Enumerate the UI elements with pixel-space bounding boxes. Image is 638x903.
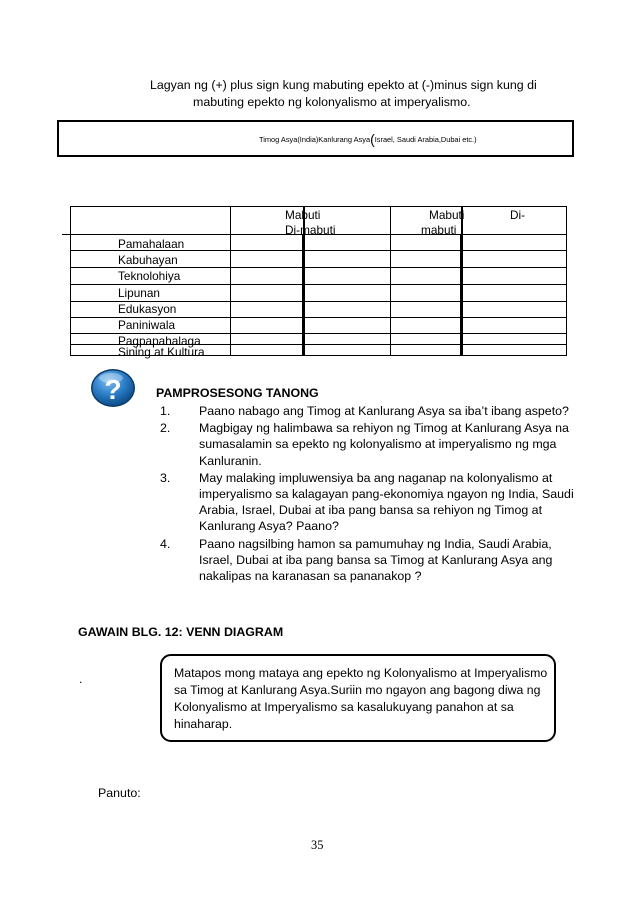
- activity-title: GAWAIN BLG. 12: VENN DIAGRAM: [78, 625, 284, 639]
- table-border-top: [70, 206, 567, 207]
- row-label: Sining at Kultura: [118, 345, 205, 359]
- row-label: Paniniwala: [118, 318, 176, 332]
- banner-part-2: Israel, Saudi Arabia,Dubai etc.): [374, 135, 477, 144]
- questions-title: PAMPROSESONG TANONG: [156, 386, 319, 400]
- questions-list: [156, 403, 576, 585]
- question-number: 3.: [160, 470, 171, 485]
- row-label: Pamahalaan: [118, 237, 185, 251]
- page-number: 35: [311, 838, 324, 852]
- header-di-2a: Di-: [510, 208, 526, 222]
- question-item: [156, 536, 576, 585]
- question-item: [156, 403, 576, 419]
- question-text: Magbigay ng halimbawa sa rehiyon ng Timog at Kanlurang Asya na sumasalamin sa epekto ng kolonyalismo at imperyalismo ng mga Kanluranin.: [199, 421, 569, 468]
- question-item: [156, 420, 576, 469]
- question-icon: [90, 368, 136, 408]
- header-di-2b: mabuti: [421, 223, 457, 237]
- region-banner: [57, 120, 574, 157]
- instruction-callout: [160, 654, 556, 742]
- effects-table: [70, 206, 567, 359]
- instruction-line-1: Lagyan ng (+) plus sign kung mabuting epekto at (-)minus sign kung di: [150, 78, 537, 92]
- banner-part-1: Timog Asya(India)Kanlurang Asya: [259, 135, 371, 144]
- question-number: 4.: [160, 536, 171, 551]
- table-row-line-3: [70, 284, 567, 285]
- region-banner-text: [259, 131, 477, 147]
- header-dimabuti-1: Di-mabuti: [285, 223, 336, 237]
- question-glyph: ?: [104, 374, 122, 405]
- row-label: Kabuhayan: [118, 253, 178, 267]
- header-mabuti-1: Mabuti: [285, 208, 321, 222]
- row-label: Pagpapahalaga: [118, 334, 201, 348]
- row-label: Edukasyon: [118, 302, 177, 316]
- question-number: 2.: [160, 421, 171, 436]
- question-text: Paano nabago ang Timog at Kanlurang Asya sa iba’t ibang aspeto?: [199, 404, 569, 418]
- callout-text: Matapos mong mataya ang epekto ng Kolonyalismo at Imperyalismo sa Timog at Kanlurang Asya.Suriin mo ngayon ang bagong diwa ng Kolonyalismo at Imperyalismo sa kasalukuyang panahon at sa hinaharap.: [174, 666, 548, 731]
- stray-dot: .: [79, 672, 83, 686]
- banner-paren: (: [370, 131, 375, 147]
- question-item: [156, 470, 576, 535]
- question-text: Paano nagsilbing hamon sa pamumuhay ng India, Saudi Arabia, Israel, Dubai at iba pang bansa sa Timog at Kanlurang Asya ang nakalipas na karanasan sa pananakop ?: [199, 536, 553, 584]
- row-label: Teknolohiya: [118, 269, 181, 283]
- question-text: May malaking impluwensiya ba ang naganap na kolonyalismo at imperyalismo sa kalagayan pang-ekonomiya ngayon ng India, Saudi Arabia, Israel, Dubai at iba pang bansa sa rehiyon ng Timog at Kanlurang Asya? Paano?: [199, 470, 574, 534]
- question-icon-svg: [90, 368, 136, 408]
- row-label: Lipunan: [118, 286, 160, 300]
- question-number: 1.: [160, 404, 171, 418]
- instruction-text: [150, 77, 570, 111]
- panuto-label: Panuto:: [98, 786, 141, 800]
- header-mabuti-2: Mabuti: [429, 208, 465, 222]
- table-row-line-2: [70, 267, 567, 268]
- instruction-line-2: mabuting epekto ng kolonyalismo at imperyalismo.: [193, 95, 471, 109]
